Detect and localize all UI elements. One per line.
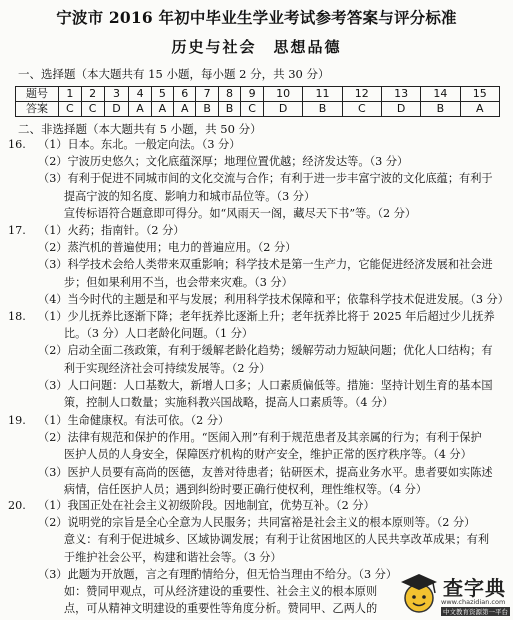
question-number-cell: 12 <box>342 87 381 102</box>
graduation-mascot-icon <box>397 568 441 616</box>
watermark-name: 查字典 <box>443 576 506 600</box>
answer-line: （2）法律有规范和保护的作用。“医闹入刑”有利于规范患者及其亲属的行为；有利于保护 <box>38 431 482 445</box>
question-16 <box>8 136 493 222</box>
answer-line: 策，控制人口数量；实施科教兴国战略，提高人口素质等。（4 分） <box>38 396 394 410</box>
question-number-cell: 4 <box>129 87 151 102</box>
question-number: 17. <box>8 224 26 237</box>
question-number-cell: 9 <box>241 87 264 102</box>
question-number-cell: 13 <box>381 87 420 102</box>
answer-line: 步；但如果利用不当，也会带来灾难。（3 分） <box>38 275 293 289</box>
question-number-cell: 15 <box>460 87 499 102</box>
answer-cell: D <box>104 102 129 117</box>
answer-cell: D <box>381 102 420 117</box>
question-number-cell: 1 <box>59 87 82 102</box>
answer-cell: A <box>174 102 196 117</box>
question-number-cell: 2 <box>81 87 104 102</box>
question-17 <box>8 222 509 308</box>
answer-line: （4）当今时代的主题是和平与发展；利用科学技术保障和平；依靠科学技术促进发展。（3 分） <box>38 292 509 306</box>
answer-line: （2）启动全面二孩政策，有利于缓解老龄化趋势；缓解劳动力短缺问题；优化人口结构；有 <box>38 344 493 358</box>
answer-line: 利于实现经济社会可持续发展等。（2 分） <box>38 361 271 375</box>
table-row-answers <box>16 102 500 117</box>
section-1-heading: 一、选择题（本大题共有 15 小题，每小题 2 分，共 30 分） <box>18 67 330 81</box>
question-number-cell: 8 <box>218 87 240 102</box>
table-row-numbers <box>16 87 500 102</box>
answer-line: （2）说明党的宗旨是全心全意为人民服务；共同富裕是社会主义的根本原则等。（2 分） <box>38 516 476 530</box>
answer-cell: C <box>241 102 264 117</box>
question-number-cell: 10 <box>264 87 303 102</box>
question-number-cell: 14 <box>421 87 460 102</box>
answer-line: （1）日本。东北。一般定向法。（3 分） <box>38 138 241 151</box>
answer-line: （1）火药；指南针。（2 分） <box>38 224 185 237</box>
watermark-logo <box>395 568 510 618</box>
answer-cell: C <box>81 102 104 117</box>
answer-line: 病情，信任医护人员；遇到纠纷时要正确行使权利，理性维权等。（4 分） <box>38 482 428 496</box>
watermark-url: www.chazidian.com <box>441 598 506 606</box>
answer-line: 提高宁波的知名度、影响力和城市品位等。（3 分） <box>38 189 316 203</box>
question-number: 16. <box>8 138 26 151</box>
answer-line: （1）少儿抚养比逐渐下降；老年抚养比逐渐上升；老年抚养比将于 2025 年后超过少儿抚养 <box>38 310 495 323</box>
answer-line: 如：赞同甲观点，可从经济建设的重要性、社会主义的根本原则 <box>38 585 378 599</box>
page-subtitle: 历史与社会 思想品德 <box>171 38 342 56</box>
watermark-slogan: 中文教育资源第一平台 <box>443 608 508 616</box>
answer-cell: B <box>421 102 460 117</box>
question-18 <box>8 308 495 411</box>
answer-cell: C <box>59 102 82 117</box>
answer-line: （2）宁波历史悠久；文化底蕴深厚；地理位置优越；经济发达等。（3 分） <box>38 155 409 169</box>
section-2-heading: 二、非选择题（本大题共有 5 小题，共 50 分） <box>18 122 262 136</box>
answer-line: 意义：有利于促进城乡、区域协调发展；有利于让贫困地区的人民共享改革成果；有利 <box>38 533 490 547</box>
question-number: 20. <box>8 499 26 512</box>
question-number-cell: 6 <box>174 87 196 102</box>
answer-line: （3）医护人员要有高尚的医德，友善对待患者；钻研医术，提高业务水平。患者要如实陈述 <box>38 465 493 479</box>
answer-cell: A <box>129 102 151 117</box>
answer-line: 于维护社会公平，构建和谐社会等。（3 分） <box>38 550 282 564</box>
answer-line: （1）生命健康权。有法可依。（2 分） <box>38 414 230 427</box>
question-number-cell: 7 <box>196 87 218 102</box>
answer-cell: B <box>218 102 240 117</box>
answer-line: 比。（3 分）人口老龄化问题。（1 分） <box>38 327 254 341</box>
answer-cell: A <box>151 102 173 117</box>
question-number: 18. <box>8 310 26 323</box>
answer-line: （3）有利于促进不同城市间的文化交流与合作；有利于进一步丰富宁波的文化底蕴；有利于 <box>38 172 493 186</box>
answer-line: （2）蒸汽机的普遍使用；电力的普遍应用。（2 分） <box>38 241 297 255</box>
question-19 <box>8 412 493 498</box>
answer-table <box>15 86 500 117</box>
answer-cell: C <box>342 102 381 117</box>
answer-line: 医护人员的人身安全，保障医疗机构的财产安全，维护正常的医疗秩序等。（4 分） <box>38 448 472 462</box>
answer-cell: B <box>196 102 218 117</box>
question-number-cell: 11 <box>303 87 342 102</box>
answer-line: （3）科学技术会给人类带来双重影响；科学技术是第一生产力，它能促进经济发展和社会进 <box>38 258 493 272</box>
answer-line: 宣传标语符合题意即可得分。如“风雨天一阁，藏尽天下书”等。（2 分） <box>38 206 417 220</box>
question-number-cell: 3 <box>104 87 129 102</box>
answer-line: 点，可从精神文明建设的重要性等角度分析。赞同甲、乙两人的 <box>38 602 378 616</box>
answer-cell: B <box>303 102 342 117</box>
row-label-number: 题号 <box>16 87 59 102</box>
answer-line: （3）人口问题：人口基数大，新增人口多；人口素质偏低等。措施：坚持计划生育的基本国 <box>38 378 493 392</box>
answer-line: （3）此题为开放题，言之有理酌情给分，但无恰当理由不给分。（3 分） <box>38 567 398 581</box>
answer-line: （1）我国正处在社会主义初级阶段。因地制宜，优势互补。（2 分） <box>38 499 375 512</box>
question-number-cell: 5 <box>151 87 173 102</box>
question-number: 19. <box>8 414 26 427</box>
row-label-answer: 答案 <box>16 102 59 117</box>
page-title: 宁波市 2016 年初中毕业生学业考试参考答案与评分标准 <box>56 8 457 27</box>
answer-cell: D <box>264 102 303 117</box>
answer-cell: A <box>460 102 499 117</box>
